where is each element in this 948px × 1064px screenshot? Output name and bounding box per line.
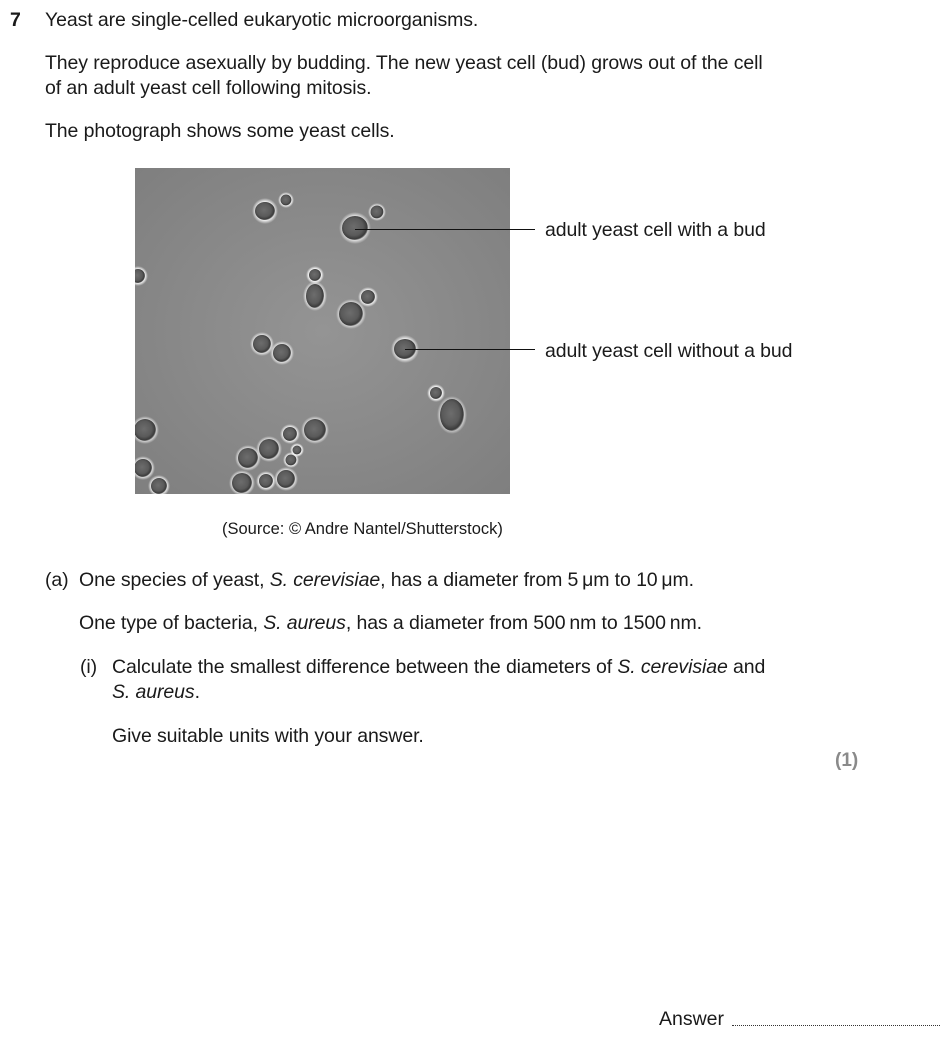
answer-label: Answer	[659, 1008, 725, 1030]
yeast-photograph	[135, 168, 510, 494]
part-a-line2: One type of bacteria, S. aureus, has a diameter from 500 nm to 1500 nm.	[79, 612, 702, 634]
label-without-bud: adult yeast cell without a bud	[545, 340, 793, 362]
answer-line[interactable]	[732, 1025, 940, 1026]
yeast-micrograph-image	[135, 168, 510, 494]
part-a-line1: One species of yeast, S. cerevisiae, has a diameter from 5 μm to 10 μm.	[79, 569, 694, 591]
leader-line-without-bud	[405, 349, 535, 350]
part-a-i-label: (i)	[80, 656, 98, 678]
question-para3: The photograph shows some yeast cells.	[45, 120, 395, 142]
question-para2-line2: of an adult yeast cell following mitosis.	[45, 77, 372, 99]
photo-source-credit: (Source: © Andre Nantel/Shutterstock)	[222, 520, 503, 538]
leader-line-with-bud	[355, 229, 535, 230]
question-intro: Yeast are single-celled eukaryotic microorganisms.	[45, 9, 479, 31]
part-a-i-line2: S. aureus.	[112, 681, 200, 703]
label-with-bud: adult yeast cell with a bud	[545, 219, 766, 241]
marks-indicator: (1)	[835, 750, 859, 771]
question-number: 7	[10, 9, 21, 31]
part-a-i-line1: Calculate the smallest difference between the diameters of S. cerevisiae and	[112, 656, 766, 678]
part-a-label: (a)	[45, 569, 69, 591]
question-para2-line1: They reproduce asexually by budding. The new yeast cell (bud) grows out of the cell	[45, 52, 763, 74]
part-a-i-instruction: Give suitable units with your answer.	[112, 725, 424, 747]
